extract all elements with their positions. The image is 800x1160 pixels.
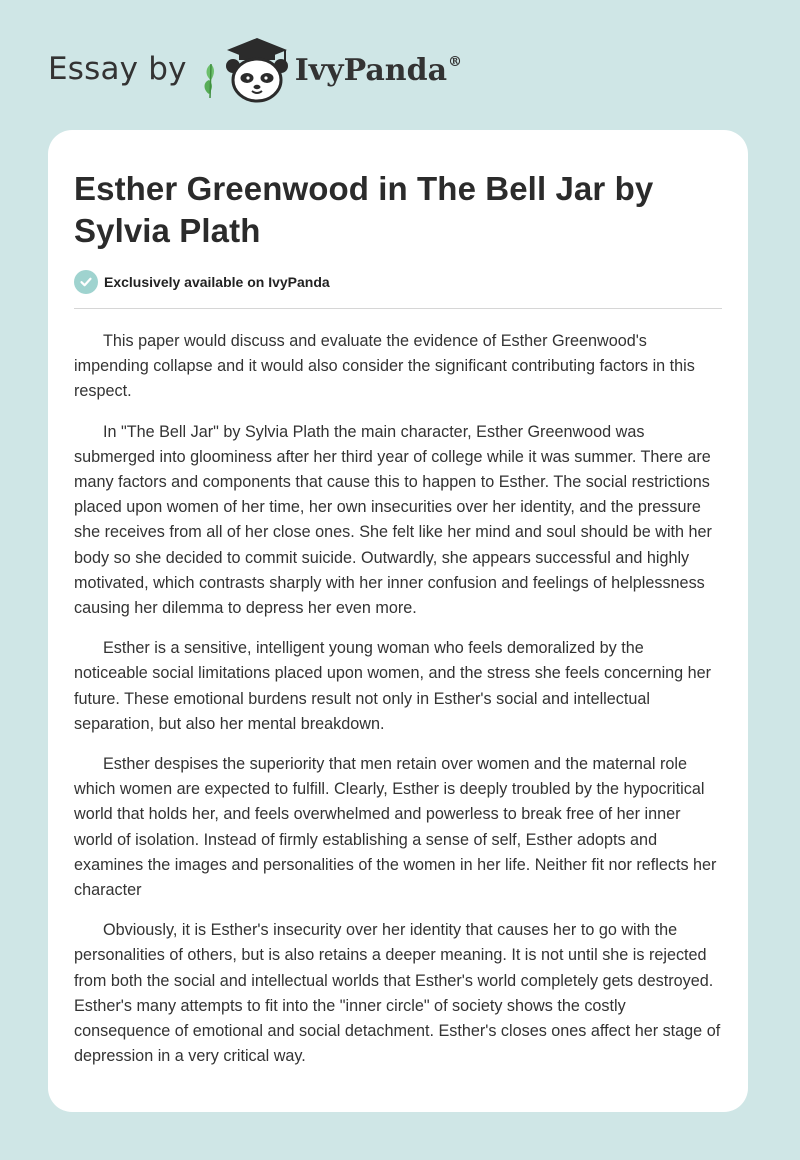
paragraph-1: This paper would discuss and evaluate the evidence of Esther Greenwood's impending collapse and it would also consider the significant contributing factors in this respect. bbox=[74, 332, 695, 401]
essay-body bbox=[74, 329, 722, 1069]
site-header bbox=[48, 36, 462, 106]
paragraph-3: Esther is a sensitive, intelligent young woman who feels demoralized by the noticeable social limitations placed upon women, and the stress she feels concerning her future. These emotional burdens result not only in Esther's social and intellectual separation, but also her mental breakdown. bbox=[74, 639, 712, 733]
essay-card bbox=[48, 130, 748, 1112]
paragraph-5: Obviously, it is Esther's insecurity over her identity that causes her to go with the personalities of others, but is also retains a deeper meaning. It is not until she is rejected from both the social and intellectual worlds that Esther's world completely gets destroyed. Esther's many attempts to fit into the "inner circle" of society shows the costly consequence of emotional and social detachment. Esther's closes ones affect her stage of depression in a very critical way. bbox=[74, 921, 721, 1066]
exclusive-badge-label: Exclusively available on IvyPanda bbox=[104, 274, 330, 290]
brand-name[interactable] bbox=[295, 53, 462, 88]
panda-logo-icon[interactable] bbox=[201, 36, 293, 106]
checkmark-icon bbox=[74, 270, 98, 294]
paragraph-4: Esther despises the superiority that men retain over women and the maternal role which women are expected to fulfill. Clearly, Esther is deeply troubled by the hypocritical world that holds her, and feels overwhelmed and powerless to break free of her inner world of isolation. Instead of firmly establishing a sense of self, Esther adopts and examines the images and personalities of the women in her life. Neither fit nor reflects her character bbox=[74, 755, 717, 900]
essay-by-label: Essay by bbox=[48, 51, 187, 87]
page-title: Esther Greenwood in The Bell Jar by Sylvia Plath bbox=[74, 170, 654, 249]
paragraph-2: In "The Bell Jar" by Sylvia Plath the main character, Esther Greenwood was submerged into gloominess after her third year of college while it was summer. There are many factors and components that cause this to happen to Esther. The social restrictions placed upon women of her time, her own insecurities over her identity, and the pressure she receives from all of her close ones. She felt like her mind and soul should be with her body so she decided to commit suicide. Outwardly, she appears successful and highly motivated, which contrasts sharply with her inner confusion and feelings of helplessness causing her dilemma to depress her even more. bbox=[74, 422, 712, 618]
leaf-icon bbox=[204, 64, 214, 98]
exclusive-badge bbox=[74, 270, 722, 294]
registered-mark: ® bbox=[448, 53, 463, 70]
brand-label: IvyPanda bbox=[294, 52, 448, 88]
divider bbox=[74, 308, 722, 309]
